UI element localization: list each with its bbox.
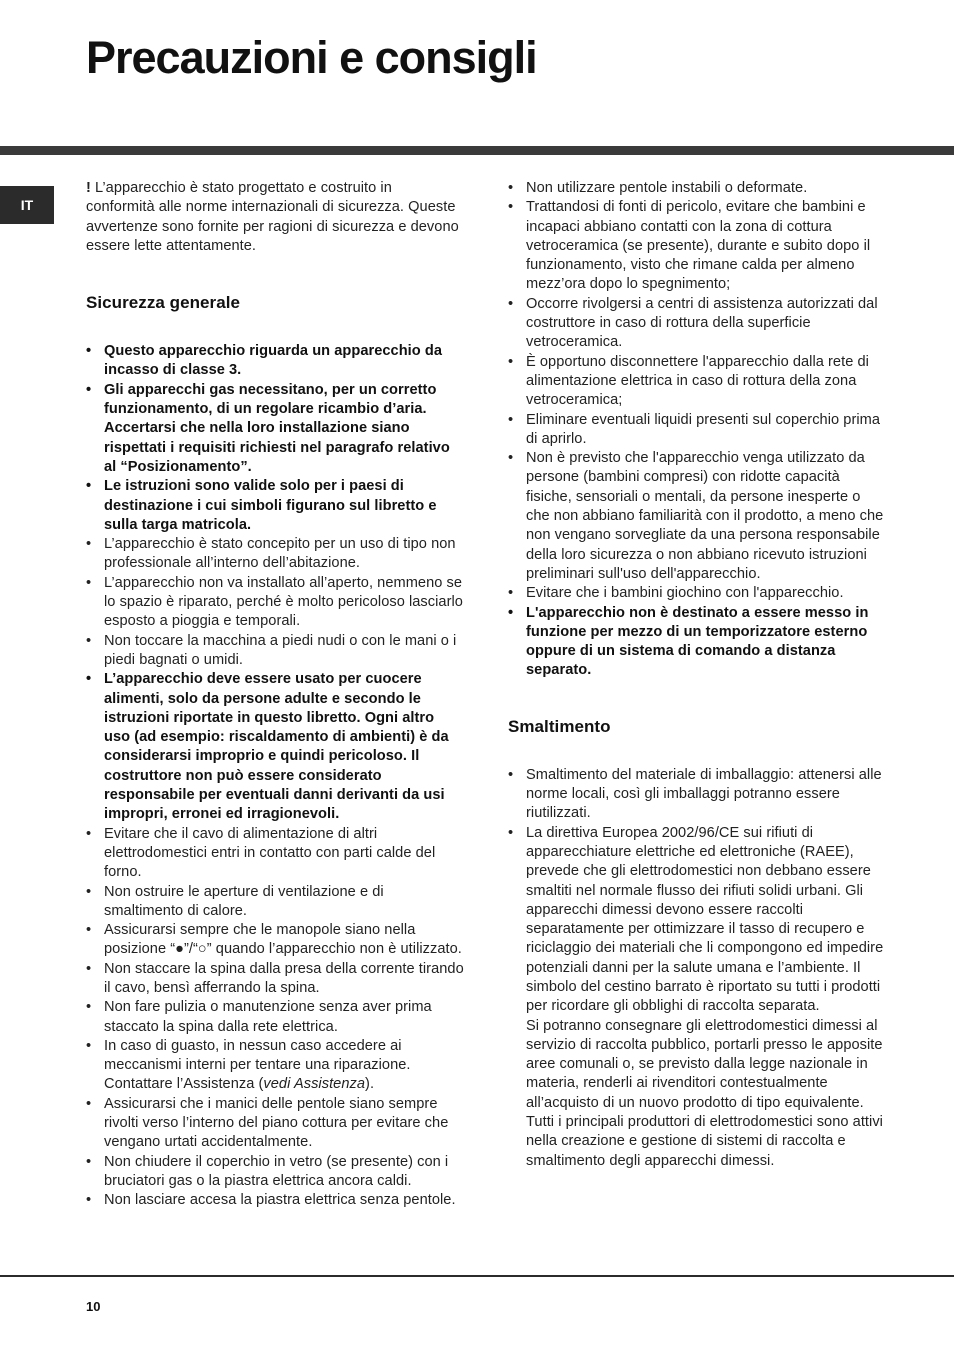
- list-item: • L’apparecchio non va installato all’aperto, nemmeno se lo spazio è riparato, perché è molto pericoloso lasciarlo esposto a pioggia e temporali.: [86, 574, 464, 632]
- list-item: • Smaltimento del materiale di imballaggio: attenersi alle norme locali, così gli imballaggi potranno essere riutilizzati.: [508, 766, 888, 824]
- list-item: • Non fare pulizia o manutenzione senza aver prima staccato la spina dalla rete elettrica.: [86, 998, 464, 1037]
- assistenza-text-end: ).: [365, 1076, 375, 1093]
- list-item: • Le istruzioni sono valide solo per i paesi di destinazione i cui simboli figurano sul libretto e sulla targa matricola.: [86, 477, 464, 535]
- list-item: • Gli apparecchi gas necessitano, per un corretto funzionamento, di un regolare ricambio d’aria. Accertarsi che nella loro installazione siano rispettati i requisiti richiesti nel paragrafo relativo al “Posizionamento”.: [86, 381, 464, 477]
- list-item: • Evitare che il cavo di alimentazione di altri elettrodomestici entri in contatto con parti calde del forno.: [86, 825, 464, 883]
- intro-text: L’apparecchio è stato progettato e costruito in conformità alle norme internazionali di sicurezza. Queste avvertenze sono fornite per ragioni di sicurezza e devono essere lette attentamente.: [86, 180, 459, 254]
- intro-paragraph: [86, 179, 464, 256]
- list-item: • Non utilizzare pentole instabili o deformate.: [508, 179, 888, 198]
- list-item: • Questo apparecchio riguarda un apparecchio da incasso di classe 3.: [86, 342, 464, 381]
- list-item: • L'apparecchio non è destinato a essere messo in funzione per mezzo di un temporizzatore esterno oppure di un sistema di comando a distanza separato.: [508, 604, 888, 681]
- list-item: • La direttiva Europea 2002/96/CE sui rifiuti di apparecchiature elettriche ed elettroniche (RAEE), prevede che gli elettrodomestici non debbano essere smaltiti nel normale flusso dei rifiuti solidi urbani. Gli apparecchi dimessi devono essere raccolti separatamente per ottimizzare il tasso di recupero e riciclaggio dei materiali che li compongono ed impedire potenziali danni per la salute umana e l’ambiente. Il simbolo del cestino barrato è riportato su tutti i prodotti per ricordare gli obblighi di raccolta separata.: [508, 824, 888, 1017]
- list-item: • Evitare che i bambini giochino con l'apparecchio.: [508, 584, 888, 603]
- assistenza-text: In caso di guasto, in nessun caso accedere ai meccanismi interni per tentare una riparazione. Contattare l’Assistenza (: [104, 1037, 411, 1093]
- list-item: • Occorre rivolgersi a centri di assistenza autorizzati dal costruttore in caso di rottura della superficie vetroceramica.: [508, 295, 888, 353]
- precautions-list: [508, 179, 888, 681]
- list-item: [86, 1037, 464, 1095]
- list-item: • È opportuno disconnettere l'apparecchio dalla rete di alimentazione elettrica in caso di rottura della zona vetroceramica;: [508, 353, 888, 411]
- page-number: 10: [86, 1299, 101, 1314]
- list-item: • Non ostruire le aperture di ventilazione e di smaltimento di calore.: [86, 883, 464, 922]
- left-column: [86, 179, 464, 1211]
- list-item: • Assicurarsi sempre che le manopole siano nella posizione “●”/“○” quando l’apparecchio non è utilizzato.: [86, 921, 464, 960]
- list-item: • Non toccare la macchina a piedi nudi o con le mani o i piedi bagnati o umidi.: [86, 632, 464, 671]
- assistenza-reference: vedi Assistenza: [263, 1076, 366, 1093]
- smaltimento-heading: Smaltimento: [508, 716, 611, 736]
- right-column: [508, 179, 888, 1171]
- smaltimento-paragraph: Si potranno consegnare gli elettrodomestici dimessi al servizio di raccolta pubblico, portarli presso le apposite aree comunali o, se previsto dalla legge nazionale in materia, renderli ai rivenditori contestualmente all’acquisto di un nuovo prodotto di tipo equivalente.: [526, 1017, 883, 1111]
- list-item: • Non chiudere il coperchio in vetro (se presente) con i bruciatori gas o la piastra elettrica ancora caldi.: [86, 1153, 464, 1192]
- list-item: • Eliminare eventuali liquidi presenti sul coperchio prima di aprirlo.: [508, 411, 888, 450]
- list-item: • Assicurarsi che i manici delle pentole siano sempre rivolti verso l’interno del piano cottura per evitare che vengano urtati accidentalmente.: [86, 1095, 464, 1153]
- header-rule: [0, 146, 954, 155]
- sicurezza-heading: Sicurezza generale: [86, 293, 240, 313]
- page-title: Precauzioni e consigli: [86, 32, 537, 83]
- list-item: • L’apparecchio deve essere usato per cuocere alimenti, solo da persone adulte e secondo le istruzioni riportate in questo libretto. Ogni altro uso (ad esempio: riscaldamento di ambienti) è da considerarsi improprio e quindi pericoloso. Il costruttore non può essere considerato responsabile per eventuali danni derivanti da usi impropri, erronei ed irragionevoli.: [86, 670, 464, 824]
- smaltimento-list: [508, 766, 888, 1017]
- sicurezza-list: [86, 342, 464, 1210]
- list-item: • Non è previsto che l'apparecchio venga utilizzato da persone (bambini compresi) con ridotte capacità fisiche, sensoriali o mentali, da persone inesperte o che non abbiano familiarità con il prodotto, a meno che non vengano sorvegliate da una persona responsabile della loro sicurezza o non abbiano ricevuto istruzioni preliminari sull'uso dell'apparecchio.: [508, 449, 888, 584]
- footer-rule: [0, 1275, 954, 1277]
- language-tab: IT: [0, 186, 54, 224]
- list-item: • Trattandosi di fonti di pericolo, evitare che bambini e incapaci abbiano contatti con la zona di cottura vetroceramica (se presente), durante e subito dopo il funzionamento, visto che rimane calda per almeno mezz’ora dopo lo spegnimento;: [508, 198, 888, 294]
- smaltimento-paragraph: Tutti i principali produttori di elettrodomestici sono attivi nella creazione e gestione di sistemi di raccolta e smaltimento degli apparecchi dimessi.: [526, 1114, 883, 1169]
- list-item: • L’apparecchio è stato concepito per un uso di tipo non professionale all’interno dell’abitazione.: [86, 535, 464, 574]
- warning-mark: !: [86, 180, 91, 196]
- list-item: • Non lasciare accesa la piastra elettrica senza pentole.: [86, 1191, 464, 1210]
- list-item: • Non staccare la spina dalla presa della corrente tirando il cavo, bensì afferrando la spina.: [86, 960, 464, 999]
